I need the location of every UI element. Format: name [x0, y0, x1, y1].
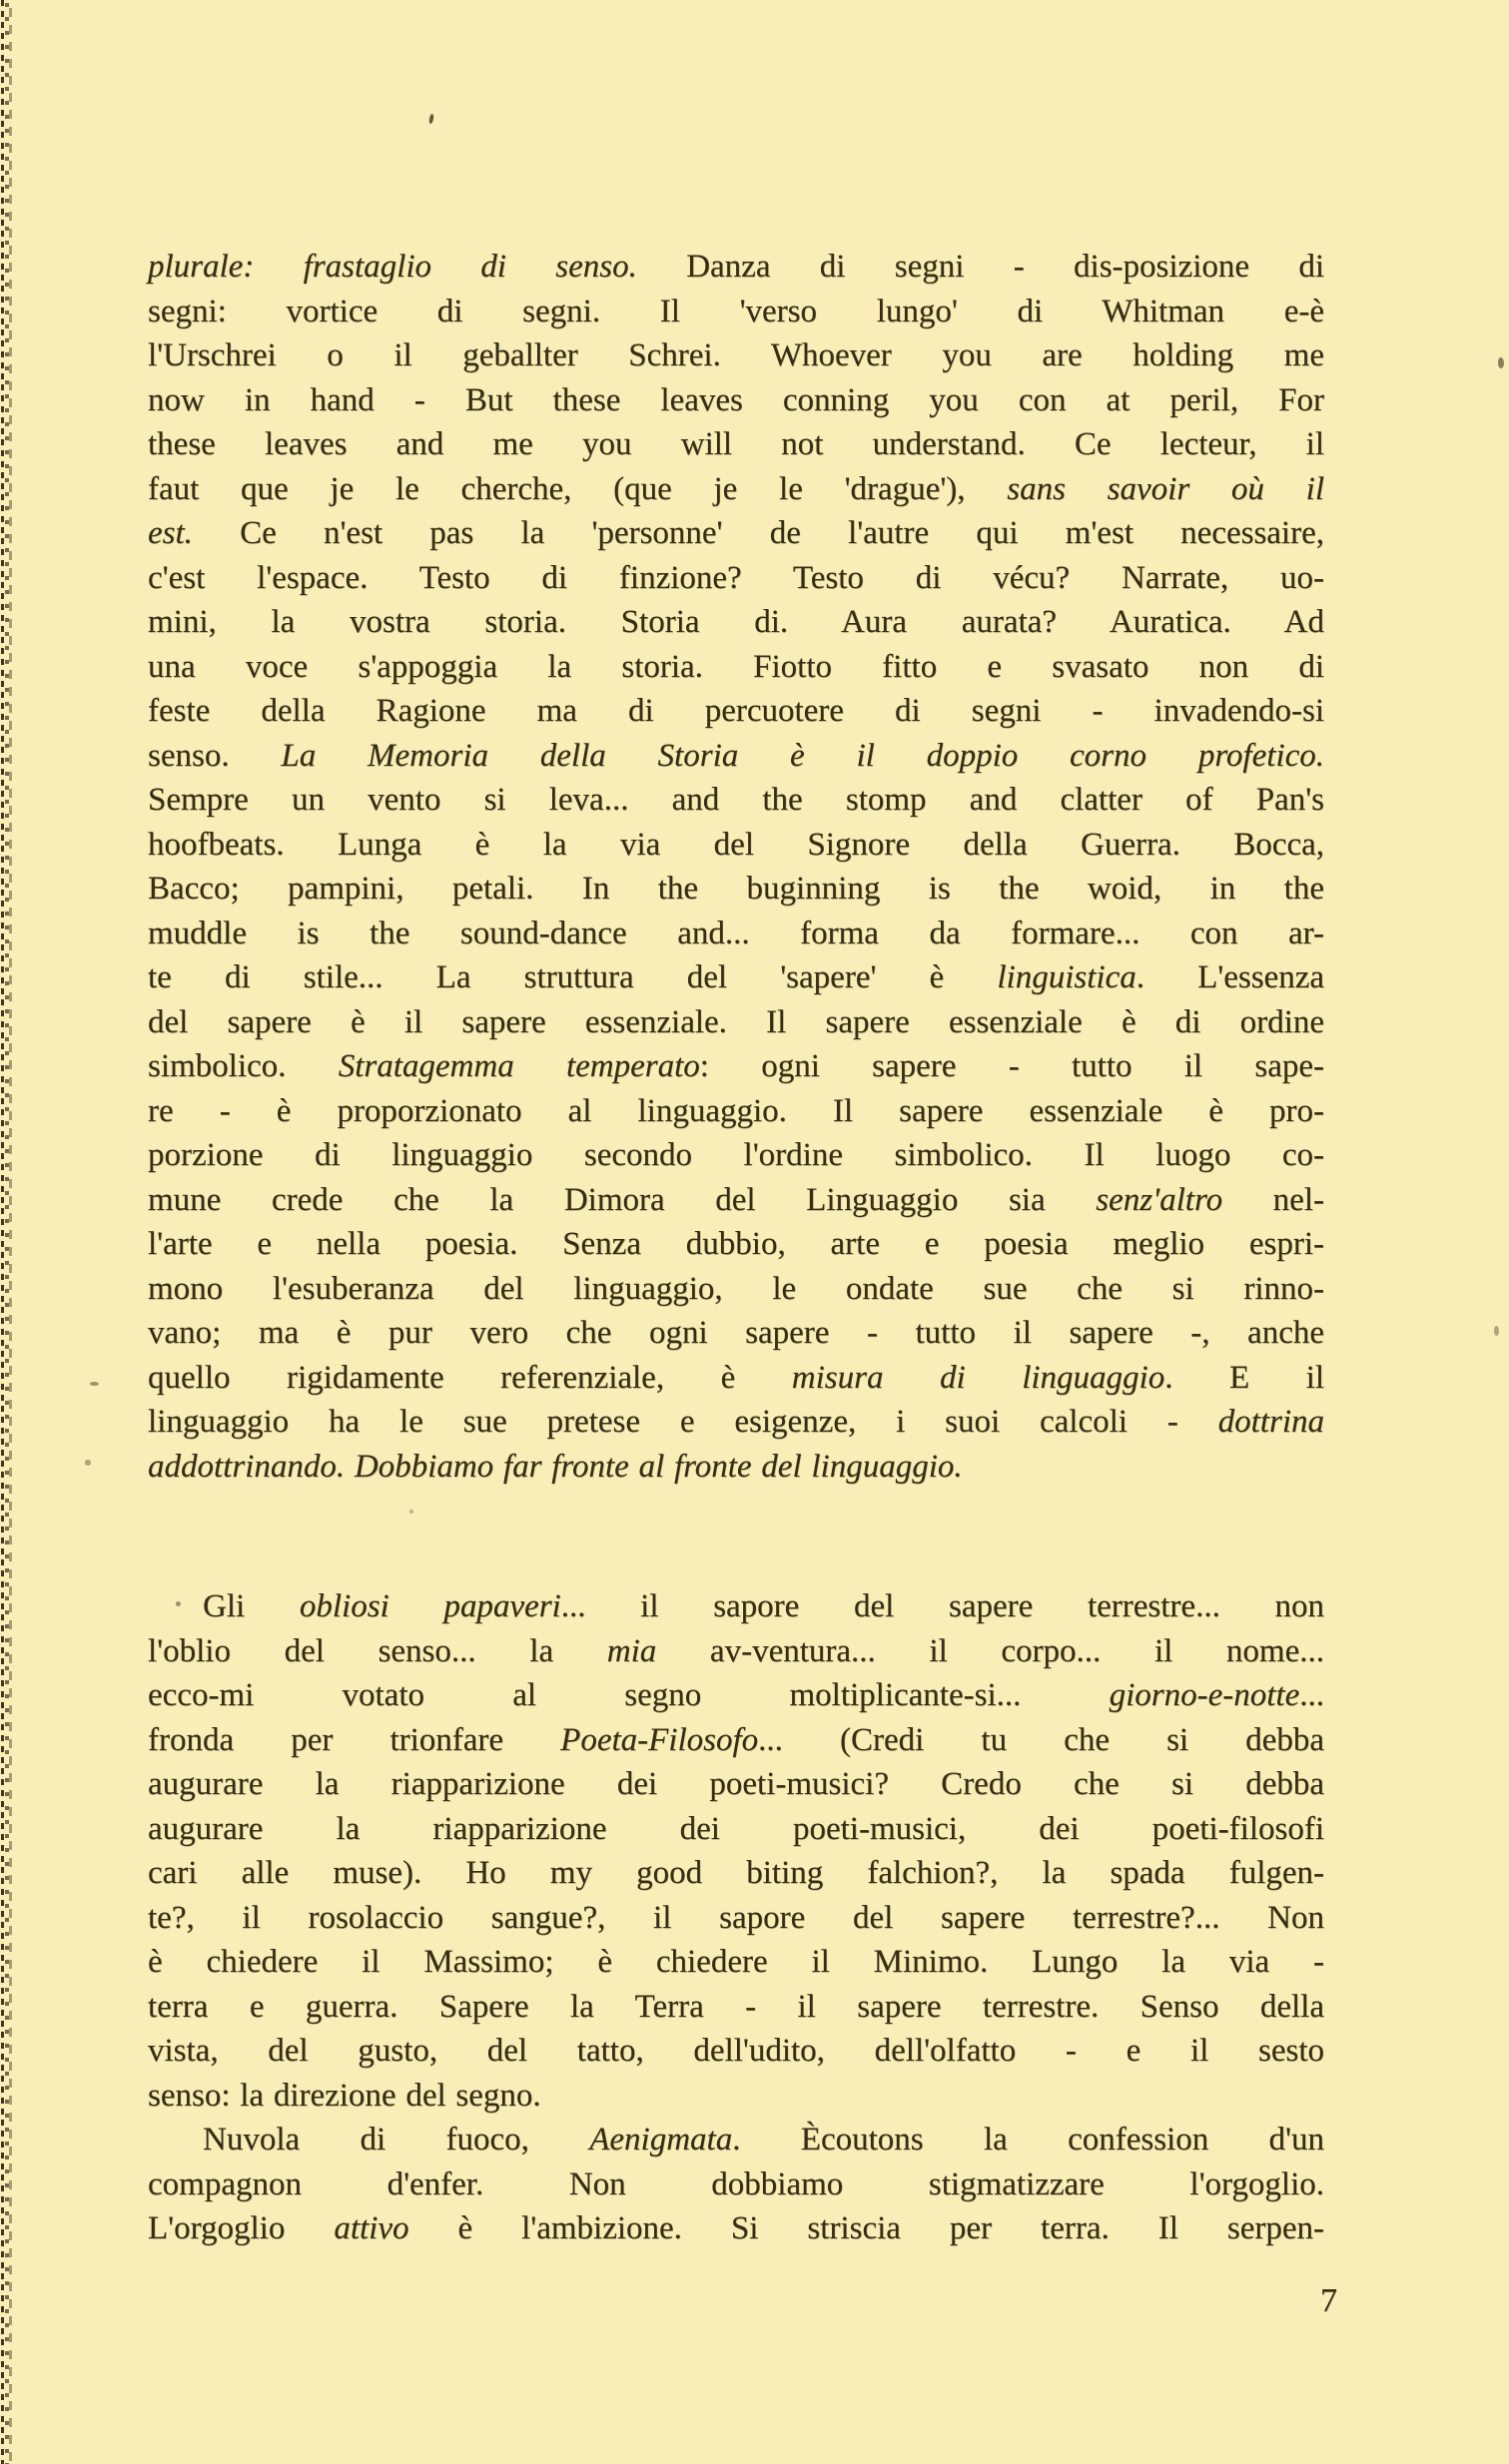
- scan-speckle: [90, 1382, 99, 1386]
- text-line: [148, 1089, 1324, 1134]
- text-run: mune crede che la Dimora del Linguaggio sia: [148, 1181, 1097, 1218]
- text-line: [148, 823, 1324, 868]
- text-run: av-ventura... il corpo... il nome...: [656, 1632, 1324, 1669]
- text-run: re - è proporzionato al linguaggio. Il sapere essenziale è pro-: [148, 1092, 1324, 1129]
- text-line: [148, 1896, 1324, 1941]
- text-run: senso: la direzione del segno.: [148, 2077, 541, 2114]
- text-run: simbolico.: [148, 1048, 339, 1084]
- text-line: [148, 378, 1324, 423]
- italic-run: attivo: [334, 2210, 409, 2246]
- text-run: ... il sapore del sapere terrestre... non: [560, 1588, 1325, 1624]
- text-line: [148, 2118, 1324, 2162]
- text-run: vista, del gusto, del tatto, dell'udito, dell'olfatto - e il sesto: [148, 2033, 1324, 2069]
- text-line: [148, 600, 1324, 645]
- text-run: Ce n'est pas la 'personne' de l'autre qui m'est necessaire,: [192, 515, 1324, 551]
- paragraph: [148, 1584, 1324, 2118]
- text-line: [148, 2162, 1324, 2207]
- text-line: [148, 1673, 1324, 1718]
- text-line: [148, 1267, 1324, 1312]
- text-run: segni: vortice di segni. Il 'verso lungo' di Whitman e-è: [148, 293, 1324, 329]
- italic-run: misura di linguaggio: [791, 1359, 1165, 1396]
- text-line: [148, 290, 1324, 334]
- text-line: [148, 1133, 1324, 1178]
- page-number: 7: [1320, 2282, 1337, 2319]
- text-run: . E il: [1164, 1359, 1325, 1396]
- text-run: muddle is the sound-dance and... forma da formare... con ar-: [148, 915, 1324, 951]
- scan-edge-artifact: [0, 0, 14, 2464]
- text-line: [148, 2074, 1324, 2119]
- text-line: [148, 1044, 1324, 1089]
- text-run: Gli: [203, 1588, 300, 1624]
- text-run: now in hand - But these leaves conning you con at peril, For: [148, 381, 1324, 418]
- text-line: [148, 245, 1324, 290]
- text-line: [148, 1718, 1324, 1763]
- text-run: è l'ambizione. Si striscia per terra. Il serpen-: [408, 2210, 1324, 2246]
- text-run: vano; ma è pur vero che ogni sapere - tutto il sapere -, anche: [148, 1315, 1324, 1351]
- text-line: [148, 645, 1324, 690]
- text-line: [148, 1356, 1324, 1401]
- text-run: senso.: [148, 737, 282, 774]
- text-run: mini, la vostra storia. Storia di. Aura aurata? Auratica. Ad: [148, 604, 1324, 640]
- text-line: [148, 2029, 1324, 2074]
- text-run: L'orgoglio: [148, 2210, 335, 2246]
- italic-run: Aenigmata: [589, 2122, 733, 2157]
- text-line: [148, 1445, 1324, 1490]
- text-line: [148, 333, 1324, 378]
- italic-run: addottrinando. Dobbiamo far fronte al fronte del linguaggio.: [148, 1448, 963, 1485]
- text-run: è chiedere il Massimo; è chiedere il Minimo. Lungo la via -: [148, 1944, 1324, 1980]
- text-line: [148, 1985, 1324, 2030]
- text-line: [148, 1222, 1324, 1267]
- text-line: [148, 1311, 1324, 1356]
- text-run: faut que je le cherche, (que je le 'drague'),: [148, 470, 1008, 507]
- text-line: [148, 1851, 1324, 1896]
- text-line: [148, 467, 1324, 512]
- text-line: [148, 1629, 1324, 1674]
- italic-run: est.: [148, 515, 193, 551]
- text-line: [148, 556, 1324, 601]
- text-line: [148, 511, 1324, 556]
- text-line: [148, 1178, 1324, 1223]
- text-run: . L'essenza: [1135, 959, 1324, 995]
- text-run: l'arte e nella poesia. Senza dubbio, arte e poesia meglio espri-: [148, 1226, 1324, 1262]
- text-run: una voce s'appoggia la storia. Fiotto fitto e svasato non di: [148, 648, 1324, 685]
- text-run: augurare la riapparizione dei poeti-musici? Credo che si debba: [148, 1766, 1324, 1802]
- italic-run: dottrina: [1217, 1404, 1324, 1440]
- italic-run: linguistica: [997, 959, 1136, 995]
- italic-run: Poeta-Filosofo: [560, 1721, 759, 1758]
- text-run: l'oblio del senso... la: [148, 1632, 607, 1669]
- text-line: [148, 912, 1324, 956]
- text-run: terra e guerra. Sapere la Terra - il sapere terrestre. Senso della: [148, 1988, 1324, 2025]
- text-run: ecco-mi votato al segno moltiplicante-si...: [148, 1677, 1110, 1713]
- text-run: quello rigidamente referenziale, è: [148, 1359, 792, 1396]
- paragraph: [148, 245, 1324, 1489]
- text-run: : ogni sapere - tutto il sape-: [699, 1048, 1324, 1084]
- text-run: these leaves and me you will not understand. Ce lecteur, il: [148, 426, 1324, 462]
- italic-run: mia: [606, 1632, 657, 1669]
- text-run: l'Urschrei o il geballter Schrei. Whoever you are holding me: [148, 337, 1324, 373]
- scan-speckle: [428, 114, 434, 125]
- text-line: [148, 734, 1324, 779]
- text-line: [148, 778, 1324, 823]
- italic-run: sans savoir où il: [1007, 470, 1324, 507]
- text-run: cari alle muse). Ho my good biting falchion?, la spada fulgen-: [148, 1855, 1324, 1891]
- text-run: feste della Ragione ma di percuotere di segni - invadendo-si: [148, 693, 1324, 729]
- italic-run: Stratagemma temperato: [338, 1048, 700, 1084]
- text-run: ... (Credi tu che si debba: [758, 1721, 1324, 1758]
- text-run: fronda per trionfare: [148, 1721, 561, 1758]
- text-run: mono l'esuberanza del linguaggio, le ondate sue che si rinno-: [148, 1270, 1324, 1307]
- text-run: nel-: [1222, 1181, 1324, 1218]
- text-run: hoofbeats. Lunga è la via del Signore della Guerra. Bocca,: [148, 826, 1324, 863]
- text-run: . Ècoutons la confession d'un: [732, 2122, 1325, 2157]
- italic-run: senz'altro: [1096, 1181, 1223, 1218]
- text-line: [148, 1762, 1324, 1807]
- text-run: Nuvola di fuoco,: [203, 2122, 590, 2157]
- text-run: linguaggio ha le sue pretese e esigenze, i suoi calcoli -: [148, 1404, 1218, 1440]
- text-run: Sempre un vento si leva... and the stomp and clatter of Pan's: [148, 782, 1324, 818]
- text-line: [148, 1584, 1324, 1629]
- text-line: [148, 1940, 1324, 1985]
- text-run: porzione di linguaggio secondo l'ordine simbolico. Il luogo co-: [148, 1137, 1324, 1173]
- text-line: [148, 1000, 1324, 1045]
- text-line: [148, 955, 1324, 1000]
- text-line: [148, 1807, 1324, 1852]
- scan-speckle: [85, 1460, 91, 1466]
- text-run: c'est l'espace. Testo di finzione? Testo di vécu? Narrate, uo-: [148, 559, 1324, 596]
- text-line: [148, 1400, 1324, 1445]
- italic-run: plurale: frastaglio di senso.: [148, 249, 637, 285]
- italic-run: obliosi papaveri: [299, 1588, 561, 1624]
- text-run: te di stile... La struttura del 'sapere' è: [148, 959, 998, 995]
- text-line: [148, 867, 1324, 912]
- text-line: [148, 689, 1324, 734]
- page-text: [148, 245, 1324, 2251]
- text-run: ...: [1299, 1677, 1324, 1713]
- text-run: del sapere è il sapere essenziale. Il sapere essenziale è di ordine: [148, 1003, 1324, 1040]
- text-run: Bacco; pampini, petali. In the buginning is the woid, in the: [148, 871, 1324, 907]
- text-line: [148, 422, 1324, 467]
- text-run: compagnon d'enfer. Non dobbiamo stigmatizzare l'orgoglio.: [148, 2165, 1324, 2202]
- paragraph: [148, 2118, 1324, 2251]
- scan-speckle: [1498, 357, 1504, 368]
- italic-run: giorno-e-notte: [1109, 1677, 1300, 1713]
- text-run: augurare la riapparizione dei poeti-musici, dei poeti-filosofi: [148, 1810, 1324, 1847]
- italic-run: La Memoria della Storia è il doppio corno profetico.: [281, 737, 1324, 774]
- scan-speckle: [1494, 1326, 1499, 1336]
- text-run: te?, il rosolaccio sangue?, il sapore del sapere terrestre?... Non: [148, 1899, 1324, 1936]
- text-line: [148, 2206, 1324, 2251]
- text-run: Danza di segni - dis-posizione di: [636, 249, 1324, 285]
